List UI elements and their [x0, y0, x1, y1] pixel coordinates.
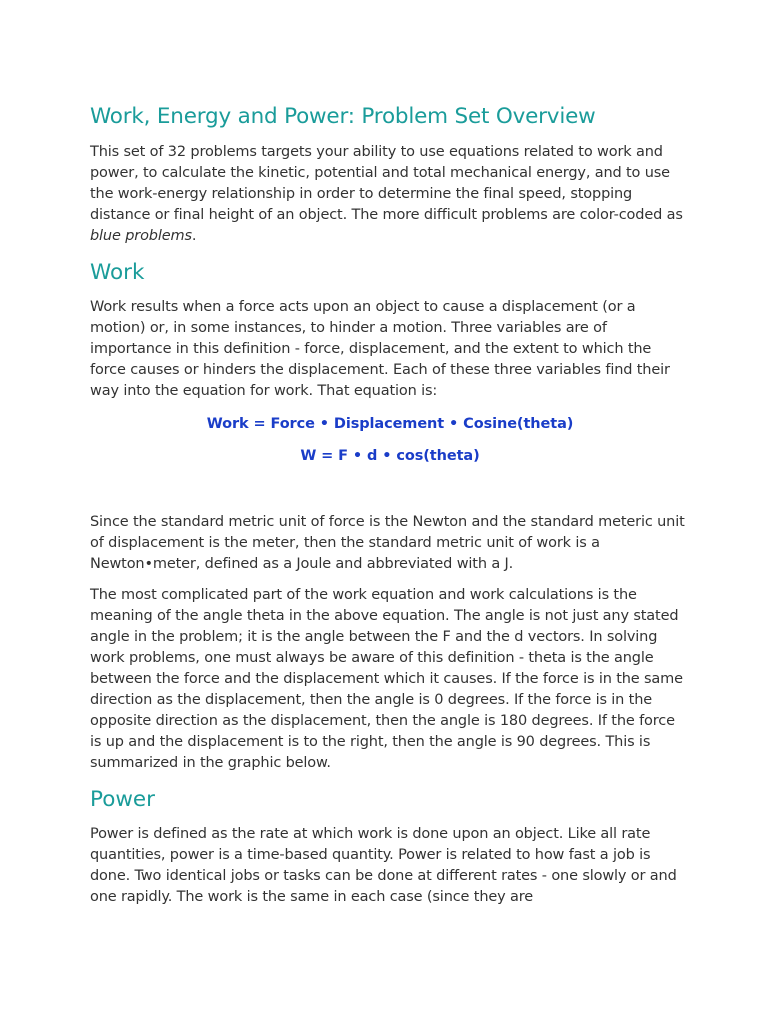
section-heading-work: Work	[90, 260, 145, 285]
work-paragraph-angle: The most complicated part of the work equation and work calculations is the meaning of the angle theta in the above equation. The angle is not just any stated angle in the problem; it is the angle between the F and the d vectors. In solving work problems, one must always be aware of this definition - theta is the angle between the force and the displacement which it causes. If the force is in the same direction as the displacement, then the angle is 0 degrees. If the force is in the opposite direction as the displacement, then the angle is 180 degrees. If the force is up and the displacement is to the right, then the angle is 90 degrees. This is summarized in the graphic below.	[90, 587, 683, 771]
intro-text-end: .	[191, 228, 197, 244]
intro-text: This set of 32 problems targets your ability to use equations related to work and power, to calculate the kinetic, potential and total mechanical energy, and to use the work-energy relationship in order to determine the final speed, stopping distance or final height of an object. The more difficult problems are color-coded as	[90, 144, 683, 223]
document-content	[90, 100, 690, 918]
section-heading-power: Power	[90, 787, 156, 812]
work-paragraph-units: Since the standard metric unit of force is the Newton and the standard meteric unit of displacement is the meter, then the standard metric unit of work is a Newton•meter, defined as a Joule and abbreviated with a J.	[90, 514, 685, 572]
work-equation-words: Work = Force • Displacement • Cosine(theta)	[206, 416, 574, 432]
power-paragraph-definition: Power is defined as the rate at which work is done upon an object. Like all rate quantities, power is a time-based quantity. Power is related to how fast a job is done. Two identical jobs or tasks can be done at different rates - one slowly or and one rapidly. The work is the same in each case (since they are	[90, 826, 677, 905]
page-title: Work, Energy and Power: Problem Set Overview	[90, 104, 596, 129]
work-equation-symbols: W = F • d • cos(theta)	[300, 448, 480, 464]
intro-emphasis: blue problems	[90, 228, 192, 244]
intro-paragraph	[90, 142, 690, 247]
work-paragraph-definition: Work results when a force acts upon an object to cause a displacement (or a motion) or, in some instances, to hinder a motion. Three variables are of importance in this definition - force, displacement, and the extent to which the force causes or hinders the displacement. Each of these three variables find their way into the equation for work. That equation is:	[90, 299, 670, 399]
